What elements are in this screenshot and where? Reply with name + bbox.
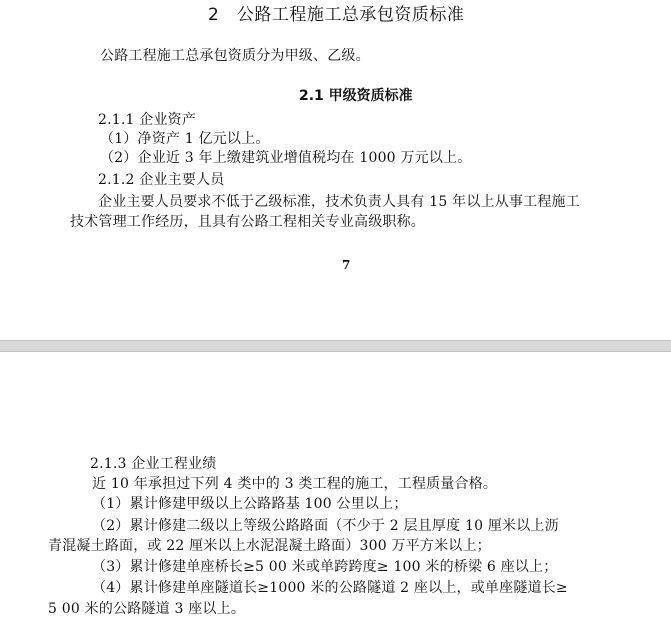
- page-number: 7: [342, 258, 351, 272]
- performance-item-2-line-1: （2）累计修建二级以上等级公路路面（不少于 2 层且厚度 10 厘米以上沥: [92, 518, 559, 534]
- personnel-line-1: 企业主要人员要求不低于乙级标准，技术负责人具有 15 年以上从事工程施工: [98, 194, 580, 210]
- assets-item-1: （1）净资产 1 亿元以上。: [100, 131, 270, 147]
- subsection-heading-assets: 2.1.1 企业资产: [98, 112, 197, 128]
- performance-item-2-line-2: 青混凝土路面，或 22 厘米以上水泥混凝土路面）300 万平方米以上；: [48, 538, 491, 554]
- page-separator: [0, 340, 671, 352]
- assets-item-2: （2）企业近 3 年上缴建筑业增值税均在 1000 万元以上。: [100, 150, 472, 166]
- intro-paragraph: 公路工程施工总承包资质分为甲级、乙级。: [100, 48, 370, 64]
- personnel-line-2: 技术管理工作经历，且具有公路工程相关专业高级职称。: [70, 214, 425, 230]
- subsection-heading-performance: 2.1.3 企业工程业绩: [90, 456, 217, 472]
- performance-intro: 近 10 年承担过下列 4 类中的 3 类工程的施工，工程质量合格。: [92, 476, 498, 492]
- document-page-8: [0, 352, 671, 619]
- performance-item-4-line-2: 5 00 米的公路隧道 3 座以上。: [48, 601, 246, 617]
- section-title: 2.1 甲级资质标准: [299, 88, 413, 104]
- performance-item-4-line-1: （4）累计修建单座隧道长≥1000 米的公路隧道 2 座以上，或单座隧道长≥: [92, 580, 568, 596]
- subsection-heading-personnel: 2.1.2 企业主要人员: [98, 172, 225, 188]
- performance-item-3: （3）累计修建单座桥长≥5 00 米或单跨跨度≥ 100 米的桥梁 6 座以上；: [92, 559, 558, 575]
- performance-item-1: （1）累计修建甲级以上公路路基 100 公里以上；: [92, 496, 408, 512]
- chapter-title: 2 公路工程施工总承包资质标准: [208, 5, 465, 25]
